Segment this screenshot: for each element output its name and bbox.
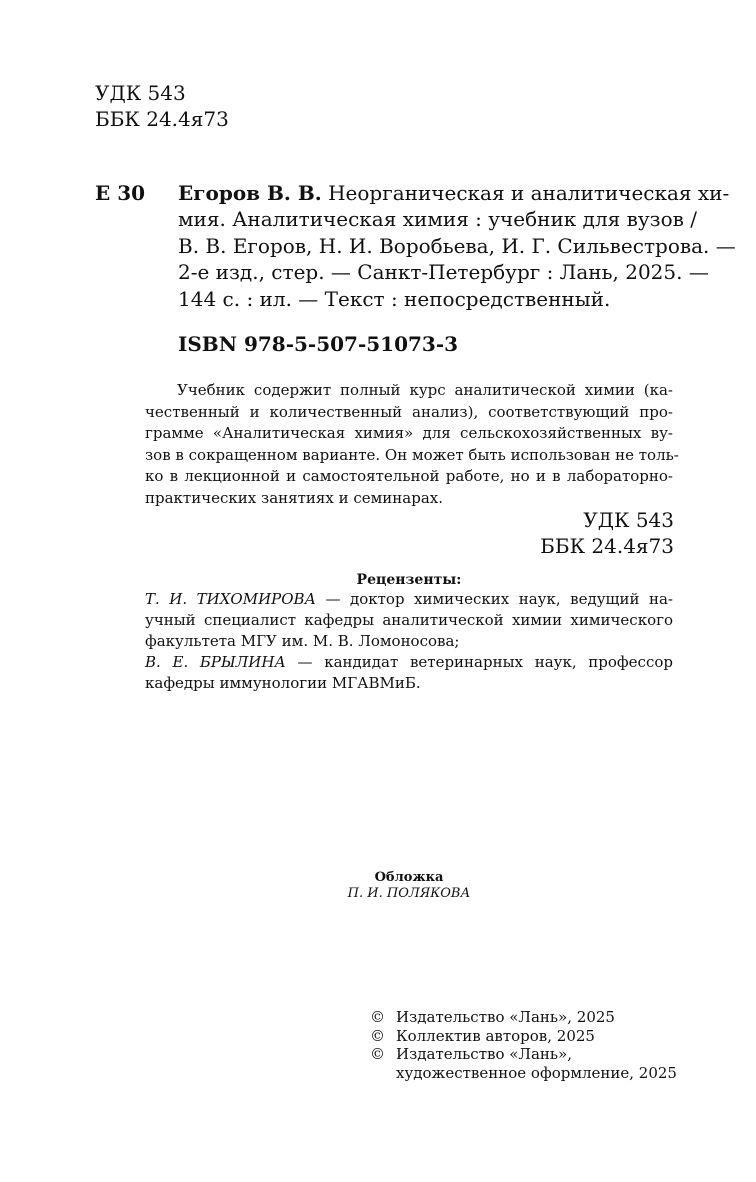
- udk-code-top: УДК 543: [95, 81, 186, 105]
- author-mark: Е 30: [95, 181, 146, 205]
- reviewer-1-name: Т. И. ТИХОМИРОВА: [145, 590, 316, 608]
- reviewer-1-line: Т. И. ТИХОМИРОВА — доктор химических наук, ведущий на-: [145, 590, 673, 608]
- cover-designer: П. И. ПОЛЯКОВА: [347, 886, 471, 901]
- copyright-line: © Коллектив авторов, 2025: [370, 1026, 595, 1045]
- udk-code-bottom: УДК 543: [583, 508, 674, 532]
- abstract-line: грамме «Аналитическая химия» для сельскохозяйственных ву-: [145, 424, 673, 442]
- reviewer-2-line: В. Е. БРЫЛИНА — кандидат ветеринарных наук, профессор: [145, 653, 673, 671]
- copyright-line: художественное оформление, 2025: [396, 1063, 677, 1082]
- abstract-line: ко в лекционной и самостоятельной работе, но и в лабораторно-: [145, 467, 673, 485]
- author-name: Егоров В. В.: [178, 181, 322, 205]
- isbn: ISBN 978-5-507-51073-3: [178, 332, 459, 356]
- bibliographic-record: [178, 180, 736, 312]
- abstract: [145, 380, 679, 509]
- copyright-block: [370, 1008, 677, 1082]
- abstract-line: Учебник содержит полный курс аналитической химии (ка-: [177, 381, 673, 399]
- reviewer-2-line: кафедры иммунологии МГАВМиБ.: [145, 674, 421, 692]
- copyright-line: © Издательство «Лань»,: [370, 1045, 573, 1063]
- abstract-line: практических занятиях и семинарах.: [145, 488, 444, 507]
- abstract-line: чественный и количественный анализ), соответствующий про-: [145, 402, 673, 421]
- bbk-code-bottom: ББК 24.4я73: [540, 534, 674, 558]
- top-classification-codes: [95, 80, 229, 132]
- bottom-classification-codes: [540, 507, 674, 559]
- reviewer-2-name: В. Е. БРЫЛИНА: [145, 653, 286, 671]
- cover-label: Обложка: [374, 870, 444, 885]
- reviewer-1-line: учный специалист кафедры аналитической химии химического: [145, 611, 673, 629]
- copyright-icon: ©: [370, 1026, 385, 1045]
- abstract-line: зов в сокращенном варианте. Он может быть использован не толь-: [145, 445, 679, 464]
- bib-line-5: 144 с. : ил. — Текст : непосредственный.: [178, 286, 611, 311]
- copyright-line: © Издательство «Лань», 2025: [370, 1008, 615, 1026]
- bib-line-2: мия. Аналитическая химия : учебник для вузов /: [178, 207, 697, 232]
- copyright-icon: ©: [370, 1008, 385, 1026]
- reviewers-list: [145, 589, 673, 694]
- bbk-code-top: ББК 24.4я73: [95, 107, 229, 131]
- reviewer-1-line: факультета МГУ им. М. В. Ломоносова;: [145, 632, 460, 650]
- bib-line-3: В. В. Егоров, Н. И. Воробьева, И. Г. Сильвестрова. —: [178, 233, 736, 258]
- bib-line-1: Егоров В. В. Неорганическая и аналитическая хи-: [178, 181, 730, 205]
- reviewers-heading: Рецензенты:: [356, 572, 462, 588]
- bib-line-4: 2-е изд., стер. — Санкт-Петербург : Лань, 2025. —: [178, 260, 709, 285]
- copyright-icon: ©: [370, 1045, 385, 1063]
